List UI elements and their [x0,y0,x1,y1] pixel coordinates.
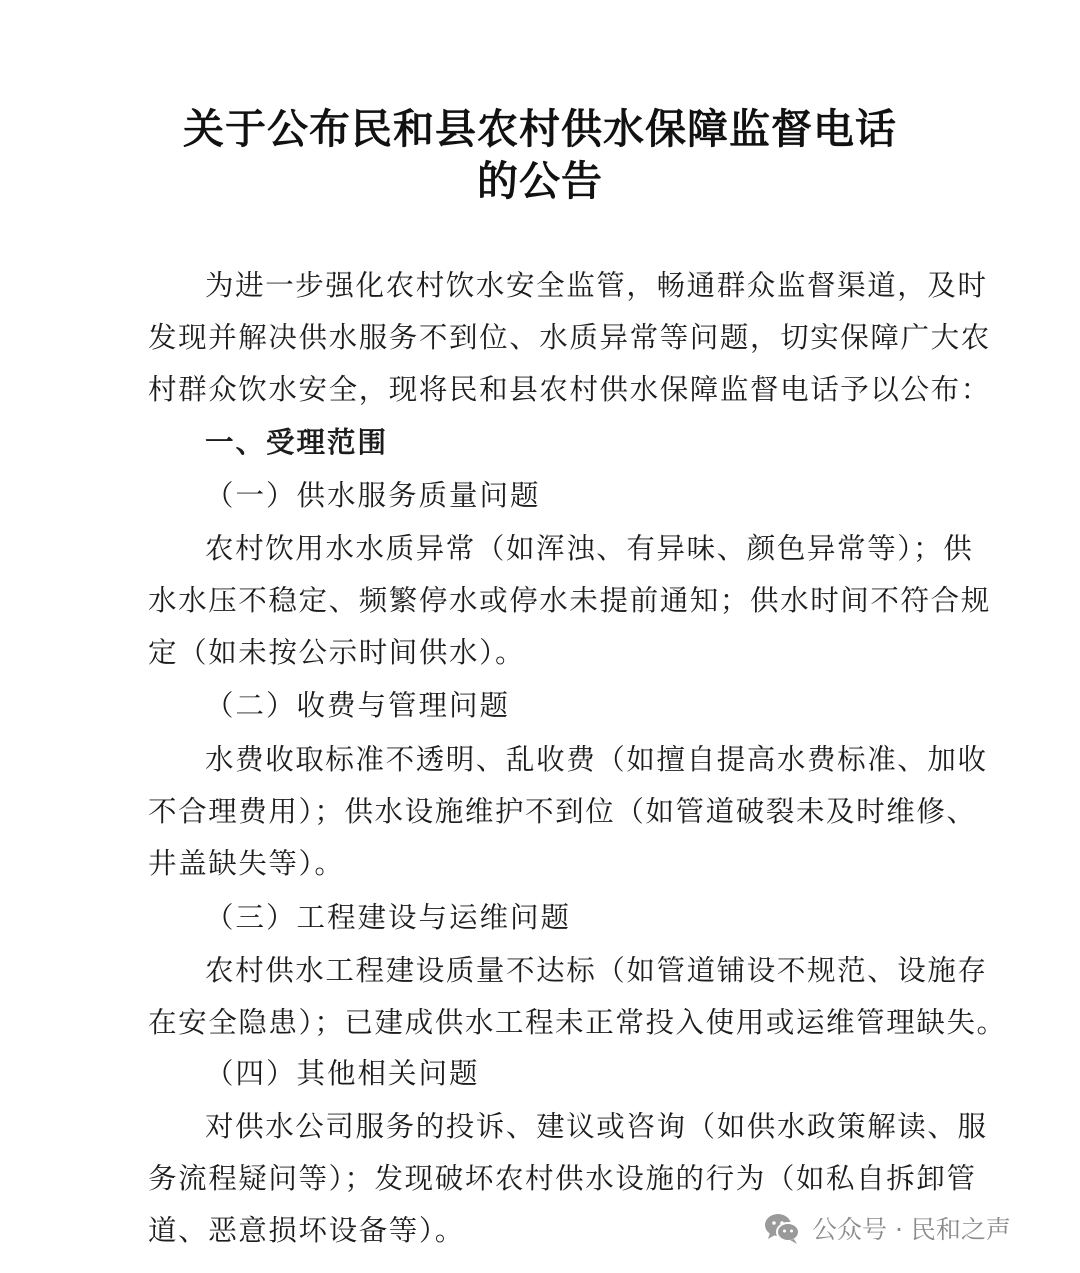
subsection-4-line-2: 务流程疑问等）；发现破坏农村供水设施的行为（如私自拆卸管 [148,1162,977,1195]
subsection-3-heading: （三）工程建设与运维问题 [205,901,572,934]
subsection-1-heading: （一）供水服务质量问题 [205,479,541,512]
subsection-2-line-2: 不合理费用）；供水设施维护不到位（如管道破裂未及时维修、 [148,795,977,828]
subsection-1-line-1: 农村饮用水水质异常（如浑浊、有异味、颜色异常等）；供 [205,532,974,565]
intro-line-1: 为进一步强化农村饮水安全监管，畅通群众监督渠道，及时 [205,269,988,302]
section-heading: 一、受理范围 [205,425,389,459]
subsection-2-line-1: 水费收取标准不透明、乱收费（如擅自提高水费标准、加收 [205,743,988,776]
wechat-watermark [762,1206,1011,1250]
subsection-2-heading: （二）收费与管理问题 [205,689,511,722]
subsection-1-line-2: 水水压不稳定、频繁停水或停水未提前通知；供水时间不符合规 [148,584,991,617]
subsection-3-line-2: 在安全隐患）；已建成供水工程未正常投入使用或运维管理缺失。 [148,1006,1007,1039]
document-title-line-1: 关于公布民和县农村供水保障监督电话 [183,105,897,153]
wechat-logo-icon [762,1208,802,1248]
subsection-4-heading: （四）其他相关问题 [205,1057,480,1090]
subsection-3-line-1: 农村供水工程建设质量不达标（如管道铺设不规范、设施存 [205,954,988,987]
watermark-text: 公众号 · 民和之声 [812,1215,1011,1244]
subsection-1-line-3: 定（如未按公示时间供水）。 [148,636,526,669]
subsection-4-line-3: 道、恶意损坏设备等）。 [148,1214,465,1247]
subsection-2-line-3: 井盖缺失等）。 [148,847,345,880]
intro-line-2: 发现并解决供水服务不到位、水质异常等问题，切实保障广大农 [148,321,991,354]
intro-line-3: 村群众饮水安全，现将民和县农村供水保障监督电话予以公布： [148,373,991,406]
document-title-line-2: 的公告 [477,157,603,205]
subsection-4-line-1: 对供水公司服务的投诉、建议或咨询（如供水政策解读、服 [205,1110,988,1143]
